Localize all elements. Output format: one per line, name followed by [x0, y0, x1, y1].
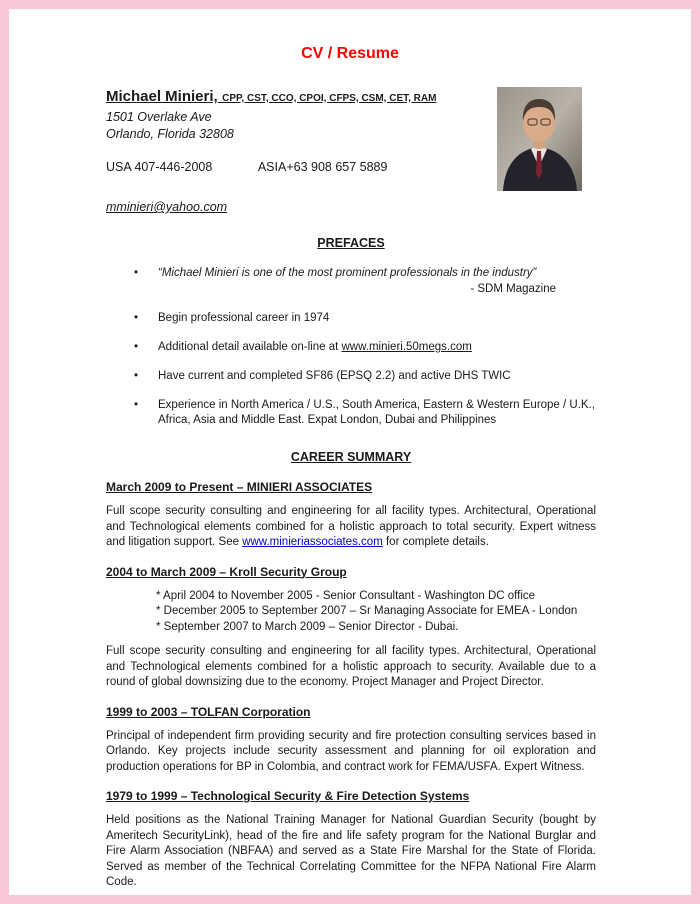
- list-item-quote: [134, 266, 596, 297]
- section-heading-prefaces: PREFACES: [317, 236, 385, 250]
- entry-paragraph: Principal of independent firm providing security and fire protection consulting services based in Orlando. Key projects include security assessment and planning for oil exploration and production operations for BP in Colombia, and contract work for FEMA/USFA. Expert Witness.: [106, 729, 596, 773]
- person-name: Michael Minieri,: [106, 88, 218, 105]
- contact-header: [106, 87, 596, 214]
- entry-paragraph: Held positions as the National Training Manager for National Guardian Security (bought by Ameritech SecurityLink), head of the fire and life safety program for the National Burglar and Fire Alarm Association (NBFAA) and served as a State Fire Marshal for the State of Florida. Served as member of the Technical Correlating Committee for the NFPA National Fire Alarm Code.: [106, 814, 596, 888]
- quote-attribution: - SDM Magazine: [470, 283, 556, 295]
- bullet-icon: •: [134, 370, 139, 382]
- address-line-1: 1501 Overlake Ave: [106, 110, 212, 124]
- portrait-photo: [497, 87, 582, 191]
- email-link[interactable]: mminieri@yahoo.com: [106, 200, 228, 214]
- minieri-50megs-link[interactable]: www.minieri.50megs.com: [341, 341, 472, 353]
- position-item: * April 2004 to November 2005 - Senior Consultant - Washington DC office: [156, 589, 536, 602]
- entry-heading: 1999 to 2003 – TOLFAN Corporation: [106, 704, 311, 719]
- bullet-text: Have current and completed SF86 (EPSQ 2.2) and active DHS TWIC: [158, 370, 511, 382]
- list-item: [134, 340, 596, 355]
- career-entry-kroll: [106, 565, 596, 691]
- bullet-text: Experience in North America / U.S., South America, Eastern & Western Europe / U.K., Africa, Asia and Middle East. Expat London, Dubai and Philippines: [158, 399, 595, 426]
- list-item: [134, 311, 596, 326]
- phone-usa: USA 407-446-2008: [106, 160, 213, 174]
- bullet-icon: •: [134, 312, 139, 324]
- entry-paragraph: [106, 504, 596, 551]
- paragraph-text: Full scope security consulting and engineering for all facility types. Architectural, Operational and Technological elements combined for a holistic approach to total security. Expert witness and litigation support. See: [106, 505, 596, 548]
- kroll-positions-list: [156, 589, 596, 636]
- career-section: [106, 480, 596, 891]
- bullet-text-with-link: [158, 340, 596, 355]
- prefaces-list: [134, 266, 596, 428]
- bullet-text: Additional detail available on-line at: [158, 341, 342, 353]
- career-entry-tolfan: [106, 705, 596, 776]
- bullet-icon: •: [134, 399, 139, 411]
- entry-heading: March 2009 to Present – MINIERI ASSOCIATES: [106, 480, 373, 494]
- list-item: [134, 369, 596, 384]
- bullet-text: Begin professional career in 1974: [158, 312, 330, 324]
- entry-heading: 2004 to March 2009 – Kroll Security Group: [106, 564, 347, 579]
- address-line-2: Orlando, Florida 32808: [106, 127, 234, 141]
- career-entry-tech-security: [106, 789, 596, 891]
- bullet-icon: •: [134, 267, 139, 279]
- bullet-icon: •: [134, 341, 139, 353]
- quote-block: [158, 266, 596, 297]
- position-item: * September 2007 to March 2009 – Senior Director - Dubai.: [156, 620, 459, 633]
- paragraph-text: for complete details.: [382, 536, 489, 548]
- list-item: [134, 398, 596, 428]
- section-heading-career: CAREER SUMMARY: [290, 450, 412, 464]
- career-entry-minieri-associates: [106, 480, 596, 551]
- email-line: [106, 200, 596, 214]
- quote-text: “Michael Minieri is one of the most prominent professionals in the industry”: [158, 267, 537, 279]
- entry-paragraph: Full scope security consulting and engineering for all facility types. Architectural, Operational and Technological elements combined for a holistic approach to security. Available due to a round of global downsizing due to the economy. Project Manager and Project Director.: [106, 645, 596, 688]
- phone-asia: ASIA+63 908 657 5889: [257, 160, 388, 174]
- entry-heading: 1979 to 1999 – Technological Security & Fire Detection Systems: [106, 789, 470, 803]
- position-item: * December 2005 to September 2007 – Sr Managing Associate for EMEA - London: [156, 605, 578, 617]
- minieriassociates-link[interactable]: www.minieriassociates.com: [242, 536, 383, 548]
- credentials: CPP, CST, CCO, CPOI, CFPS, CSM, CET, RAM: [222, 93, 437, 104]
- page-title: CV / Resume: [301, 45, 399, 62]
- content-area: [106, 87, 596, 891]
